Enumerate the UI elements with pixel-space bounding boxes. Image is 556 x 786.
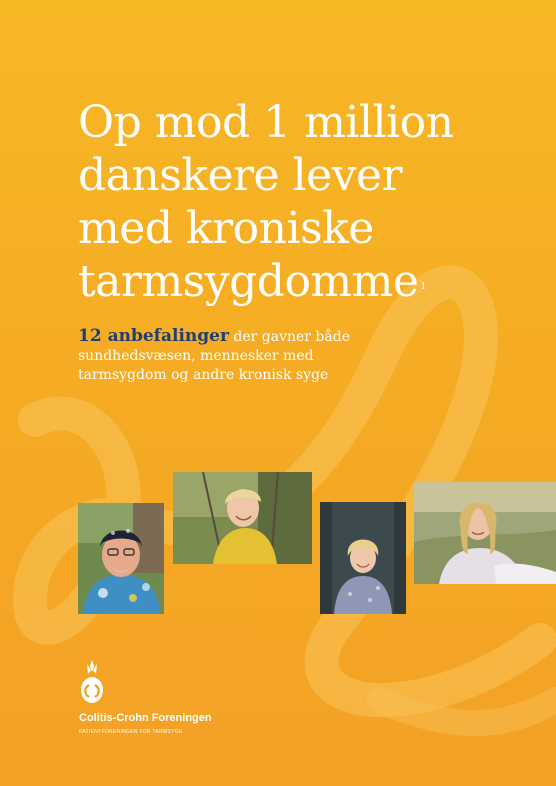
title-line: Op mod 1 million [78,97,454,148]
photo-young-woman [414,482,556,584]
title-line [78,255,538,308]
cover-subtitle [78,327,378,385]
cover-title [78,96,538,308]
colitis-crohn-logo-icon [79,660,105,704]
organization-tagline: PATIENTFORENINGEN FOR TARMSYGE [79,729,183,735]
subtitle-highlight: 12 anbefalinger [78,326,229,346]
subtitle-text: der gavner både sundhedsvæsen, mennesker med tarmsygdom og andre kronisk syge [78,329,350,383]
photo-boy-on-swing [173,472,312,564]
photo-man-with-bandana [78,503,164,614]
photo-older-woman [320,502,406,614]
title-line: med kroniske [78,203,374,254]
footnote-marker: 1 [420,282,426,292]
organization-name: Colitis-Crohn Foreningen [79,712,212,724]
organization-logo [76,660,236,740]
title-line: danskere lever [78,150,403,201]
title-line-text: tarmsygdomme [78,256,419,307]
